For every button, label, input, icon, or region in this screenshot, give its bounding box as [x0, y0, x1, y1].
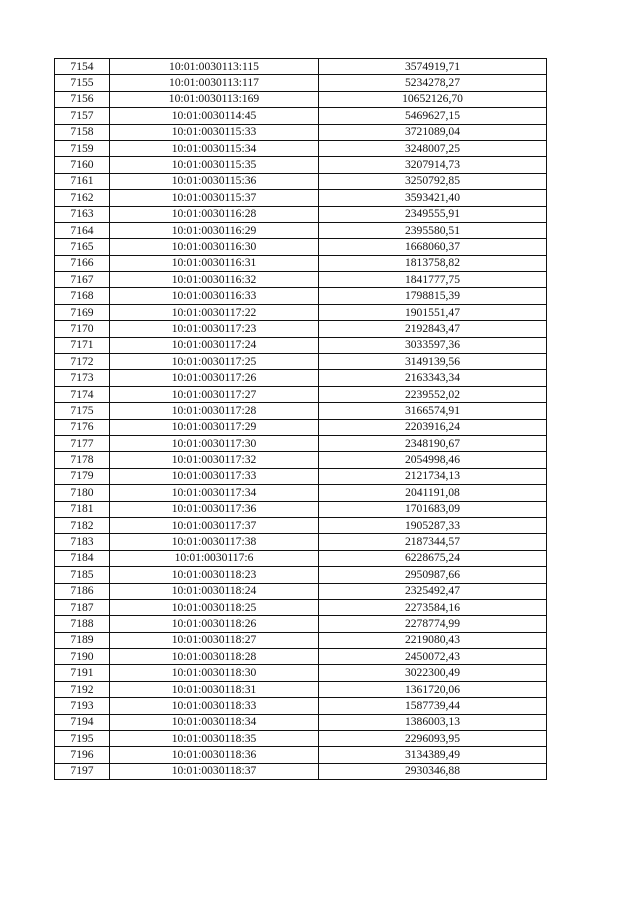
table-row — [55, 517, 547, 533]
cadastral-number-cell: 10:01:0030117:37 — [110, 517, 319, 533]
cadastral-value-cell: 2296093,95 — [319, 731, 547, 747]
cadastral-number-cell: 10:01:0030118:30 — [110, 665, 319, 681]
row-number-cell: 7178 — [55, 452, 110, 468]
row-number-cell: 7172 — [55, 354, 110, 370]
cadastral-value-cell: 2325492,47 — [319, 583, 547, 599]
cadastral-value-cell: 2041191,08 — [319, 485, 547, 501]
table-row — [55, 681, 547, 697]
table-row — [55, 698, 547, 714]
cadastral-number-cell: 10:01:0030117:22 — [110, 304, 319, 320]
table-row — [55, 583, 547, 599]
cadastral-number-cell: 10:01:0030117:27 — [110, 386, 319, 402]
cadastral-number-cell: 10:01:0030118:36 — [110, 747, 319, 763]
cadastral-value-cell: 1386003,13 — [319, 714, 547, 730]
table-row — [55, 714, 547, 730]
row-number-cell: 7157 — [55, 108, 110, 124]
cadastral-number-cell: 10:01:0030117:28 — [110, 403, 319, 419]
cadastral-value-cell: 3574919,71 — [319, 59, 547, 75]
cadastral-number-cell: 10:01:0030117:30 — [110, 435, 319, 451]
table-row — [55, 649, 547, 665]
cadastral-value-cell: 2163343,34 — [319, 370, 547, 386]
row-number-cell: 7169 — [55, 304, 110, 320]
cadastral-value-cell: 2273584,16 — [319, 599, 547, 615]
table-row — [55, 599, 547, 615]
cadastral-value-cell: 5234278,27 — [319, 75, 547, 91]
cadastral-value-cell: 1668060,37 — [319, 239, 547, 255]
table-row — [55, 222, 547, 238]
row-number-cell: 7154 — [55, 59, 110, 75]
table-row — [55, 321, 547, 337]
row-number-cell: 7191 — [55, 665, 110, 681]
table-row — [55, 534, 547, 550]
table-row — [55, 239, 547, 255]
row-number-cell: 7158 — [55, 124, 110, 140]
table-row — [55, 731, 547, 747]
cadastral-value-cell: 1587739,44 — [319, 698, 547, 714]
row-number-cell: 7165 — [55, 239, 110, 255]
row-number-cell: 7186 — [55, 583, 110, 599]
cadastral-number-cell: 10:01:0030118:23 — [110, 567, 319, 583]
cadastral-value-cell: 3721089,04 — [319, 124, 547, 140]
cadastral-number-cell: 10:01:0030118:28 — [110, 649, 319, 665]
cadastral-number-cell: 10:01:0030115:37 — [110, 190, 319, 206]
cadastral-value-cell: 3033597,36 — [319, 337, 547, 353]
row-number-cell: 7160 — [55, 157, 110, 173]
cadastral-value-cell: 2395580,51 — [319, 222, 547, 238]
cadastral-value-cell: 2187344,57 — [319, 534, 547, 550]
row-number-cell: 7155 — [55, 75, 110, 91]
cadastral-value-cell: 10652126,70 — [319, 91, 547, 107]
row-number-cell: 7196 — [55, 747, 110, 763]
cadastral-value-cell: 1361720,06 — [319, 681, 547, 697]
table-row — [55, 452, 547, 468]
row-number-cell: 7174 — [55, 386, 110, 402]
table-row — [55, 75, 547, 91]
table-row — [55, 157, 547, 173]
cadastral-number-cell: 10:01:0030117:32 — [110, 452, 319, 468]
row-number-cell: 7180 — [55, 485, 110, 501]
row-number-cell: 7190 — [55, 649, 110, 665]
cadastral-value-cell: 1841777,75 — [319, 272, 547, 288]
cadastral-value-cell: 2192843,47 — [319, 321, 547, 337]
cadastral-value-cell: 3250792,85 — [319, 173, 547, 189]
table-row — [55, 485, 547, 501]
cadastral-value-cell: 2203916,24 — [319, 419, 547, 435]
cadastral-value-cell: 2219080,43 — [319, 632, 547, 648]
table-row — [55, 419, 547, 435]
row-number-cell: 7168 — [55, 288, 110, 304]
cadastral-number-cell: 10:01:0030116:28 — [110, 206, 319, 222]
table-row — [55, 354, 547, 370]
cadastral-number-cell: 10:01:0030116:31 — [110, 255, 319, 271]
row-number-cell: 7185 — [55, 567, 110, 583]
cadastral-value-cell: 2239552,02 — [319, 386, 547, 402]
row-number-cell: 7156 — [55, 91, 110, 107]
cadastral-value-cell: 6228675,24 — [319, 550, 547, 566]
table-row — [55, 501, 547, 517]
row-number-cell: 7167 — [55, 272, 110, 288]
cadastral-number-cell: 10:01:0030117:36 — [110, 501, 319, 517]
cadastral-number-cell: 10:01:0030115:35 — [110, 157, 319, 173]
row-number-cell: 7176 — [55, 419, 110, 435]
row-number-cell: 7161 — [55, 173, 110, 189]
table-row — [55, 206, 547, 222]
table-row — [55, 370, 547, 386]
row-number-cell: 7183 — [55, 534, 110, 550]
cadastral-number-cell: 10:01:0030118:35 — [110, 731, 319, 747]
table-row — [55, 272, 547, 288]
table-row — [55, 173, 547, 189]
table-row — [55, 632, 547, 648]
cadastral-number-cell: 10:01:0030117:34 — [110, 485, 319, 501]
cadastral-number-cell: 10:01:0030117:33 — [110, 468, 319, 484]
cadastral-value-cell: 2348190,67 — [319, 435, 547, 451]
row-number-cell: 7188 — [55, 616, 110, 632]
table-row — [55, 190, 547, 206]
table-row — [55, 140, 547, 156]
cadastral-value-cell: 2121734,13 — [319, 468, 547, 484]
cadastral-number-cell: 10:01:0030114:45 — [110, 108, 319, 124]
cadastral-number-cell: 10:01:0030116:29 — [110, 222, 319, 238]
table-row — [55, 304, 547, 320]
table-body — [55, 59, 547, 780]
cadastral-value-cell: 3134389,49 — [319, 747, 547, 763]
row-number-cell: 7193 — [55, 698, 110, 714]
row-number-cell: 7173 — [55, 370, 110, 386]
row-number-cell: 7181 — [55, 501, 110, 517]
cadastral-value-cell: 3149139,56 — [319, 354, 547, 370]
cadastral-number-cell: 10:01:0030115:34 — [110, 140, 319, 156]
table-row — [55, 665, 547, 681]
row-number-cell: 7182 — [55, 517, 110, 533]
cadastral-number-cell: 10:01:0030113:115 — [110, 59, 319, 75]
cadastral-value-cell: 1701683,09 — [319, 501, 547, 517]
cadastral-value-cell: 2450072,43 — [319, 649, 547, 665]
row-number-cell: 7164 — [55, 222, 110, 238]
cadastral-number-cell: 10:01:0030118:27 — [110, 632, 319, 648]
table-row — [55, 616, 547, 632]
row-number-cell: 7177 — [55, 435, 110, 451]
row-number-cell: 7184 — [55, 550, 110, 566]
cadastral-number-cell: 10:01:0030117:24 — [110, 337, 319, 353]
cadastral-value-cell: 1901551,47 — [319, 304, 547, 320]
cadastral-value-cell: 2278774,99 — [319, 616, 547, 632]
table-row — [55, 337, 547, 353]
cadastral-value-cell: 1813758,82 — [319, 255, 547, 271]
table-row — [55, 386, 547, 402]
table-row — [55, 550, 547, 566]
table-row — [55, 403, 547, 419]
cadastral-value-cell: 3022300,49 — [319, 665, 547, 681]
cadastral-number-cell: 10:01:0030118:24 — [110, 583, 319, 599]
cadastral-number-cell: 10:01:0030118:31 — [110, 681, 319, 697]
cadastral-value-cell: 2054998,46 — [319, 452, 547, 468]
cadastral-number-cell: 10:01:0030117:25 — [110, 354, 319, 370]
row-number-cell: 7192 — [55, 681, 110, 697]
cadastral-number-cell: 10:01:0030118:26 — [110, 616, 319, 632]
cadastral-value-cell: 2349555,91 — [319, 206, 547, 222]
cadastral-value-cell: 3166574,91 — [319, 403, 547, 419]
cadastral-number-cell: 10:01:0030113:169 — [110, 91, 319, 107]
cadastral-number-cell: 10:01:0030115:33 — [110, 124, 319, 140]
cadastral-number-cell: 10:01:0030118:33 — [110, 698, 319, 714]
table-row — [55, 59, 547, 75]
cadastral-value-table — [54, 58, 547, 780]
row-number-cell: 7175 — [55, 403, 110, 419]
row-number-cell: 7166 — [55, 255, 110, 271]
cadastral-value-cell: 5469627,15 — [319, 108, 547, 124]
cadastral-number-cell: 10:01:0030117:38 — [110, 534, 319, 550]
cadastral-value-cell: 1798815,39 — [319, 288, 547, 304]
row-number-cell: 7187 — [55, 599, 110, 615]
row-number-cell: 7170 — [55, 321, 110, 337]
cadastral-number-cell: 10:01:0030118:34 — [110, 714, 319, 730]
row-number-cell: 7163 — [55, 206, 110, 222]
row-number-cell: 7179 — [55, 468, 110, 484]
cadastral-number-cell: 10:01:0030117:23 — [110, 321, 319, 337]
cadastral-number-cell: 10:01:0030116:30 — [110, 239, 319, 255]
cadastral-number-cell: 10:01:0030118:25 — [110, 599, 319, 615]
cadastral-value-cell: 2950987,66 — [319, 567, 547, 583]
table-row — [55, 255, 547, 271]
cadastral-value-cell: 3207914,73 — [319, 157, 547, 173]
cadastral-value-cell: 2930346,88 — [319, 763, 547, 779]
cadastral-value-cell: 3248007,25 — [319, 140, 547, 156]
cadastral-number-cell: 10:01:0030113:117 — [110, 75, 319, 91]
table-row — [55, 108, 547, 124]
table-row — [55, 468, 547, 484]
table-row — [55, 435, 547, 451]
table-row — [55, 288, 547, 304]
table-row — [55, 747, 547, 763]
cadastral-number-cell: 10:01:0030117:26 — [110, 370, 319, 386]
cadastral-number-cell: 10:01:0030117:6 — [110, 550, 319, 566]
table-row — [55, 91, 547, 107]
row-number-cell: 7194 — [55, 714, 110, 730]
cadastral-value-cell: 1905287,33 — [319, 517, 547, 533]
table-row — [55, 567, 547, 583]
cadastral-number-cell: 10:01:0030116:32 — [110, 272, 319, 288]
table-row — [55, 763, 547, 779]
row-number-cell: 7159 — [55, 140, 110, 156]
table-row — [55, 124, 547, 140]
row-number-cell: 7197 — [55, 763, 110, 779]
cadastral-number-cell: 10:01:0030117:29 — [110, 419, 319, 435]
row-number-cell: 7189 — [55, 632, 110, 648]
row-number-cell: 7162 — [55, 190, 110, 206]
row-number-cell: 7171 — [55, 337, 110, 353]
cadastral-value-cell: 3593421,40 — [319, 190, 547, 206]
cadastral-number-cell: 10:01:0030115:36 — [110, 173, 319, 189]
cadastral-number-cell: 10:01:0030118:37 — [110, 763, 319, 779]
cadastral-number-cell: 10:01:0030116:33 — [110, 288, 319, 304]
row-number-cell: 7195 — [55, 731, 110, 747]
